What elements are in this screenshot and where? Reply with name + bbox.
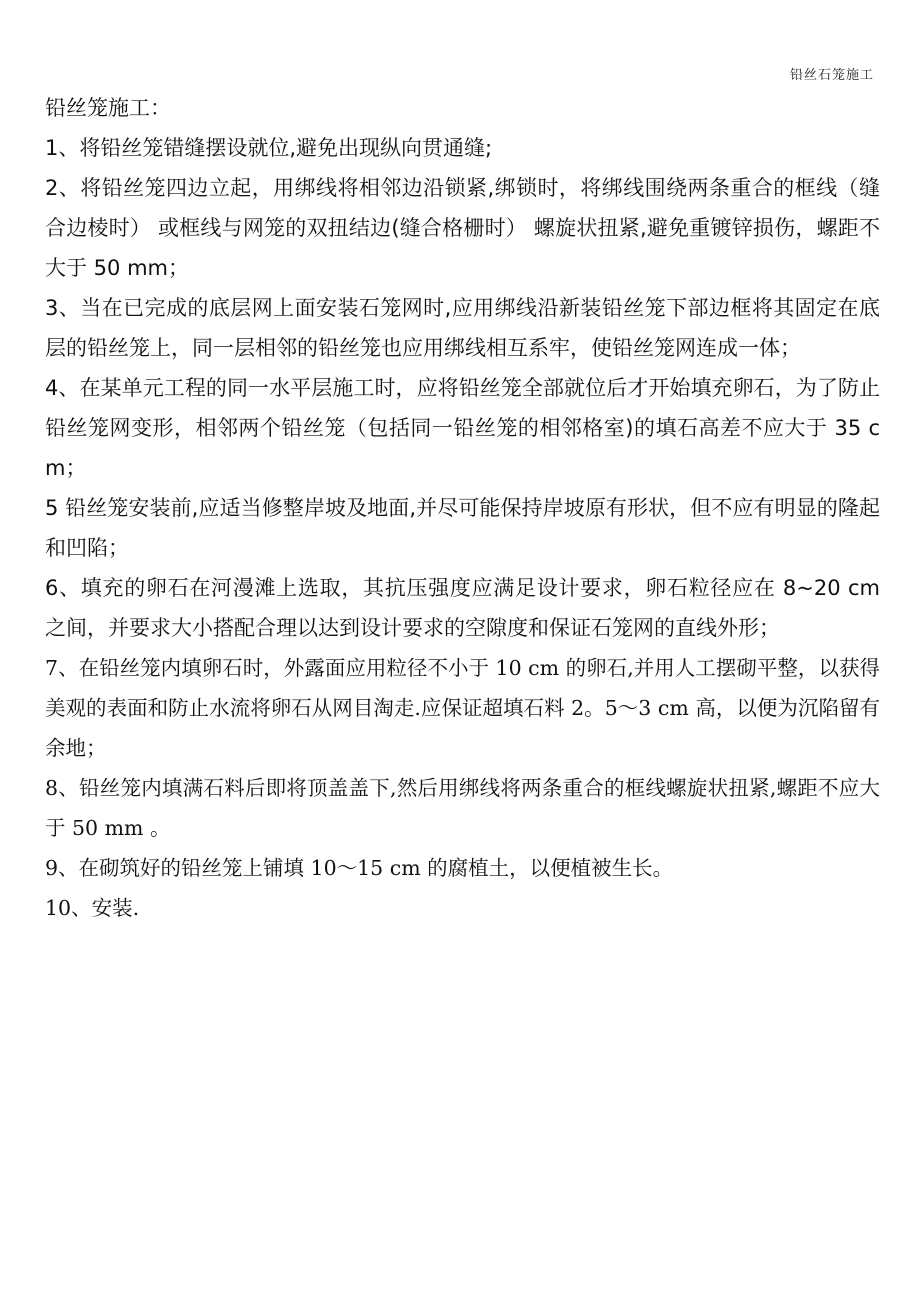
step-5: 5 铅丝笼安装前,应适当修整岸坡及地面,并尽可能保持岸坡原有形状，但不应有明显的隆起和凹陷； bbox=[45, 496, 880, 560]
step-9: 9、在砌筑好的铅丝笼上铺填 10～15 cm 的腐植土，以便植被生长。 bbox=[45, 856, 674, 880]
step-3: 3、当在已完成的底层网上面安装石笼网时,应用绑线沿新装铅丝笼下部边框将其固定在底层的铅丝笼上，同一层相邻的铅丝笼也应用绑线相互系牢，使铅丝笼网连成一体； bbox=[45, 296, 880, 360]
step-1: 1、将铅丝笼错缝摆设就位,避免出现纵向贯通缝; bbox=[45, 136, 493, 160]
step-7: 7、在铅丝笼内填卵石时，外露面应用粒径不小于 10 cm 的卵石,并用人工摆砌平整，以获得美观的表面和防止水流将卵石从网目淘走.应保证超填石料 2。5～3 cm 高，以便为沉陷留有余地； bbox=[45, 656, 880, 760]
step-2: 2、将铅丝笼四边立起，用绑线将相邻边沿锁紧,绑锁时，将绑线围绕两条重合的框线（缝合边棱时） 或框线与网笼的双扭结边(缝合格栅时） 螺旋状扭紧,避免重镀锌损伤，螺距不大于 50 mm； bbox=[45, 176, 880, 280]
step-10: 10、安装. bbox=[45, 896, 140, 920]
step-6: 6、填充的卵石在河漫滩上选取，其抗压强度应满足设计要求，卵石粒径应在 8~20 cm 之间，并要求大小搭配合理以达到设计要求的空隙度和保证石笼网的直线外形； bbox=[45, 576, 880, 640]
document-title: 铅丝笼施工： bbox=[45, 96, 171, 120]
running-header: 铅丝石笼施工 bbox=[789, 68, 874, 83]
step-8: 8、铅丝笼内填满石料后即将顶盖盖下,然后用绑线将两条重合的框线螺旋状扭紧,螺距不应大于 50 mm 。 bbox=[45, 776, 880, 840]
step-4: 4、在某单元工程的同一水平层施工时，应将铅丝笼全部就位后才开始填充卵石，为了防止铅丝笼网变形，相邻两个铅丝笼（包括同一铅丝笼的相邻格室)的填石高差不应大于 35 cm； bbox=[45, 376, 880, 480]
document-body bbox=[45, 88, 880, 928]
